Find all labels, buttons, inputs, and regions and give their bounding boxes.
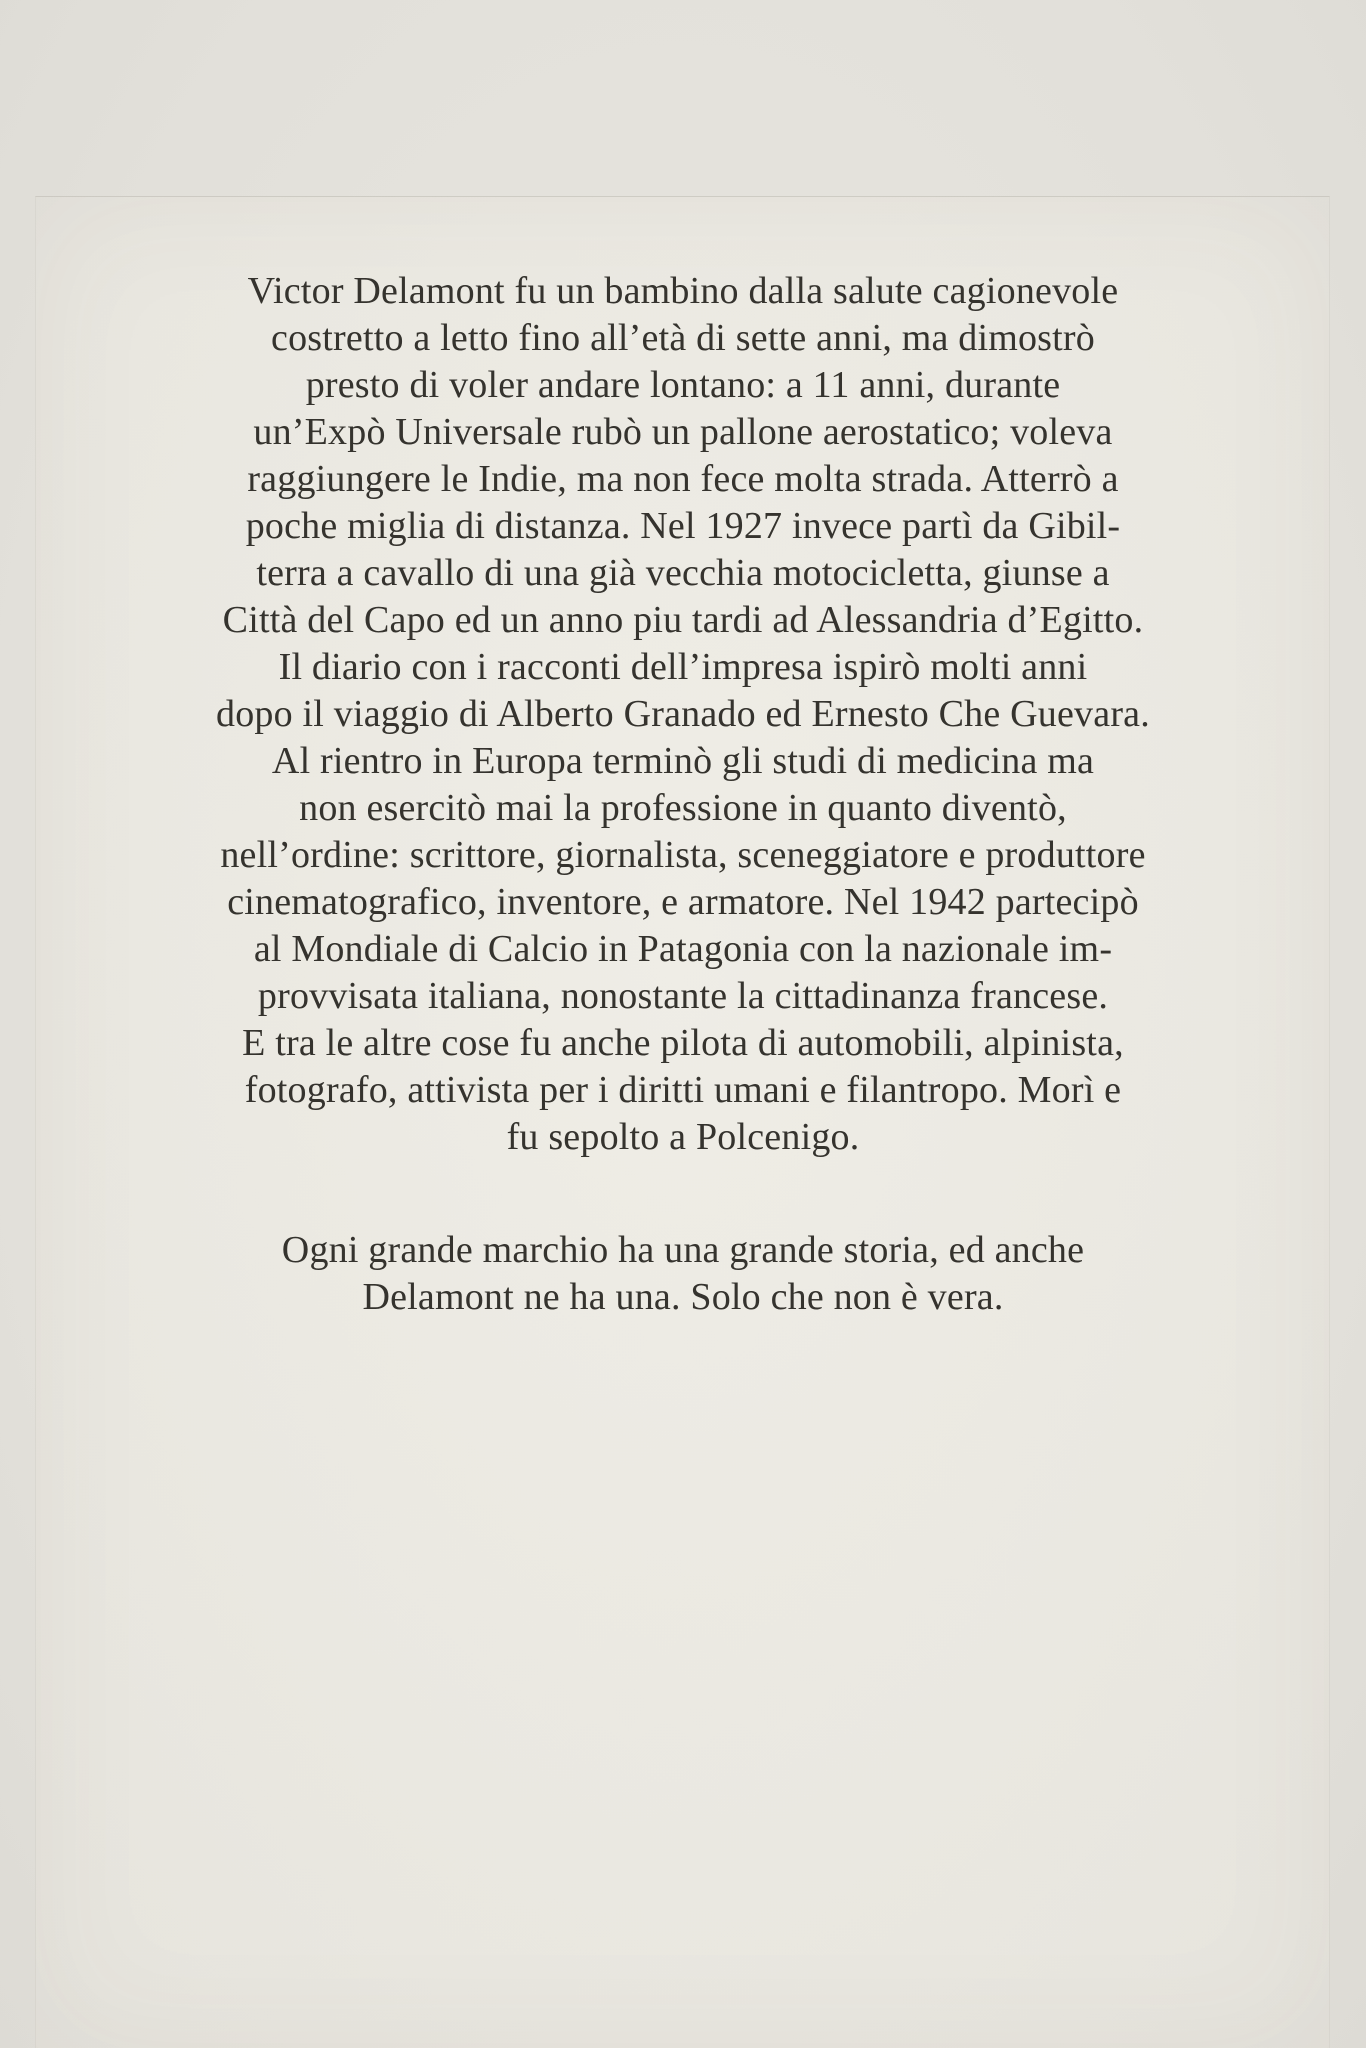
text-line: Il diario con i racconti dell’impresa ispirò molti anni xyxy=(278,646,1088,688)
text-line: un’Expò Universale rubò un pallone aerostatico; voleva xyxy=(253,411,1113,453)
text-line: terra a cavallo di una già vecchia motocicletta, giunse a xyxy=(256,552,1110,594)
text-line: nell’ordine: scrittore, giornalista, sceneggiatore e produttore xyxy=(220,834,1146,876)
text-line: poche miglia di distanza. Nel 1927 invece partì da Gibil- xyxy=(245,505,1121,547)
text-line: provvisata italiana, nonostante la cittadinanza francese. xyxy=(257,975,1109,1017)
text-line: fotografo, attivista per i diritti umani e filantropo. Morì e xyxy=(244,1069,1122,1111)
text-line: Delamont ne ha una. Solo che non è vera. xyxy=(362,1276,1004,1318)
body-paragraph xyxy=(43,268,1323,1161)
text-line: non esercitò mai la professione in quanto diventò, xyxy=(299,787,1067,829)
text-line: fu sepolto a Polcenigo. xyxy=(506,1116,860,1158)
text-line: Città del Capo ed un anno piu tardi ad Alessandria d’Egitto. xyxy=(222,599,1144,641)
text-line: Victor Delamont fu un bambino dalla salute cagionevole xyxy=(247,270,1119,312)
text-line: raggiungere le Indie, ma non fece molta strada. Atterrò a xyxy=(247,458,1119,500)
text-line: Al rientro in Europa terminò gli studi di medicina ma xyxy=(271,740,1095,782)
tagline-paragraph xyxy=(43,1227,1323,1321)
text-line: presto di voler andare lontano: a 11 anni, durante xyxy=(305,364,1061,406)
text-line: E tra le altre cose fu anche pilota di automobili, alpinista, xyxy=(242,1022,1124,1064)
text-line: dopo il viaggio di Alberto Granado ed Ernesto Che Guevara. xyxy=(216,693,1150,735)
text-line: Ogni grande marchio ha una grande storia, ed anche xyxy=(281,1229,1085,1271)
text-line: cinematografico, inventore, e armatore. Nel 1942 partecipò xyxy=(227,881,1139,923)
text-line: costretto a letto fino all’età di sette anni, ma dimostrò xyxy=(271,317,1095,359)
text-line: al Mondiale di Calcio in Patagonia con la nazionale im- xyxy=(253,928,1113,970)
page-text-block xyxy=(43,268,1323,1321)
